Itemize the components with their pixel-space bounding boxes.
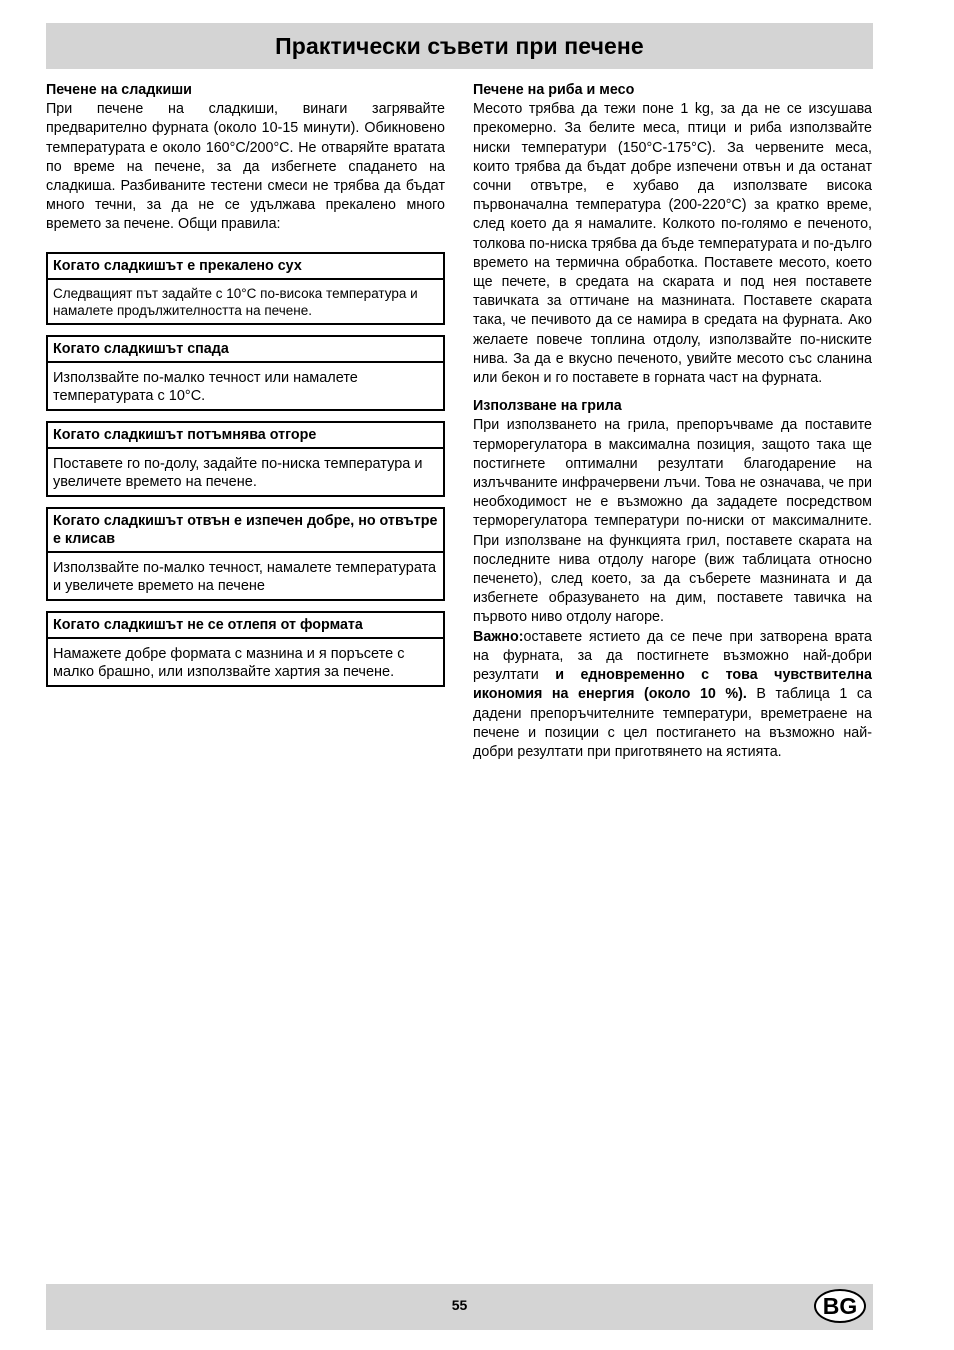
tip-title: Когато сладкишът отвън е изпечен добре, но отвътре е клисав: [48, 509, 443, 553]
tip-text: Поставете го по-долу, задайте по-ниска температура и увеличете времето на печене.: [53, 455, 423, 490]
fish-meat-text: Месото трябва да тежи поне 1 kg, за да не се изсушава прекомерно. За белите меса, птици и риба използвайте ниски температури (150°С-175°С). За червените меса, които трябва да бъдат добре изпечени отвън и да останат сочни отвътре, е хубаво да използвате висока първоначална температура (200-220°С) за кратко време, след което да я намалите. Колкото по-голямо е печеното, толкова по-ниска трябва да бъде температурата и по-дълго времето на термична обработка. Поставете месото, което ще печете, в средата на скарата и под нея поставете тавичката за оттичане на мазнината. Поставете скарата така, че печивото да се намира в средата на фурната. Ако желаете повече топлина отдолу, използвайте по-ниските нива. За да е вкусно печеното, увийте месото със сланина или бекон и го поставете в горната част на фурната.: [473, 101, 872, 387]
tip-title: Когато сладкишът е прекалено сух: [48, 254, 443, 280]
section-heading-cakes: Печене на сладкиши: [46, 82, 192, 98]
tip-title: Когато сладкишът спада: [48, 337, 443, 363]
important-label: Важно:: [473, 628, 524, 645]
important-bold-text: и едновременно с това чувствителна икономия на енергия (около 10 %).: [473, 667, 872, 703]
left-column: [46, 81, 445, 697]
grill-text: При използването на грила, препоръчваме да поставите терморегулатора в максимална позиция, защото така ще постигнете оптимални резултати благодарение на излъчваните инфрачервени лъчи. Това не означава, че при необходимост не е възможно да зададете посредством терморегулатора температури по-ниски от максималните. При използване на функцията грил, поставете скарата на последните нива отдолу нагоре (виж таблицата относно печенето), след което, за да съберете мазнината и да избегнете образуването на дим, поставете тавичка на първото ниво отдолу нагоре.: [473, 417, 872, 626]
page-number: 55: [451, 1297, 468, 1313]
right-column: [473, 81, 872, 762]
important-note: [473, 628, 872, 762]
tip-box: [46, 252, 445, 325]
language-badge: BG: [814, 1289, 866, 1323]
tip-title: Когато сладкишът не се отлепя от формата: [48, 613, 443, 639]
tip-text: Използвайте по-малко течност или намалете температурата с 10°С.: [53, 369, 358, 404]
tip-text: Използвайте по-малко течност, намалете температурата и увеличете времето на печене: [53, 559, 437, 594]
tip-text: Следващият път задайте с 10°С по-висока температура и намалете продължителността на печене.: [53, 285, 418, 318]
tip-box: [46, 507, 445, 601]
page-title: Практически съвети при печене: [275, 32, 644, 59]
cakes-intro: При печене на сладкиши, винаги загрявайте предварително фурната (около 10-15 минути). Обикновено температурата е около 160°С/200°С. Не отваряйте вратата по време на печене, за да избегнете спадането на сладкиша. Разбиваните тестени смеси не трябва да бъдат много течни, за да не се удължава прекалено много времето за печене. Общи правила:: [46, 101, 445, 233]
tip-box: [46, 335, 445, 411]
title-bar: [46, 23, 873, 69]
tip-box: [46, 421, 445, 497]
important-text-end: В таблица 1 са дадени препоръчителните температури, времетраене на печене и позиции с цел постигането на възможно най-добри резултати при приготвянето на ястията.: [473, 686, 872, 760]
footer-bar: [46, 1284, 873, 1330]
tip-title: Когато сладкишът потъмнява отгоре: [48, 423, 443, 449]
tip-box: [46, 611, 445, 687]
tip-text: Намажете добре формата с мазнина и я поръсете с малко брашно, или използвайте хартия за печене.: [53, 645, 405, 680]
section-heading-fish-meat: Печене на риба и месо: [473, 82, 635, 98]
tips-list: [46, 252, 445, 687]
section-heading-grill: Използване на грила: [473, 398, 622, 415]
important-text: оставете ястието да се пече при затворена врата на фурната, за да постигнете възможно най-добри резултати: [473, 628, 872, 684]
